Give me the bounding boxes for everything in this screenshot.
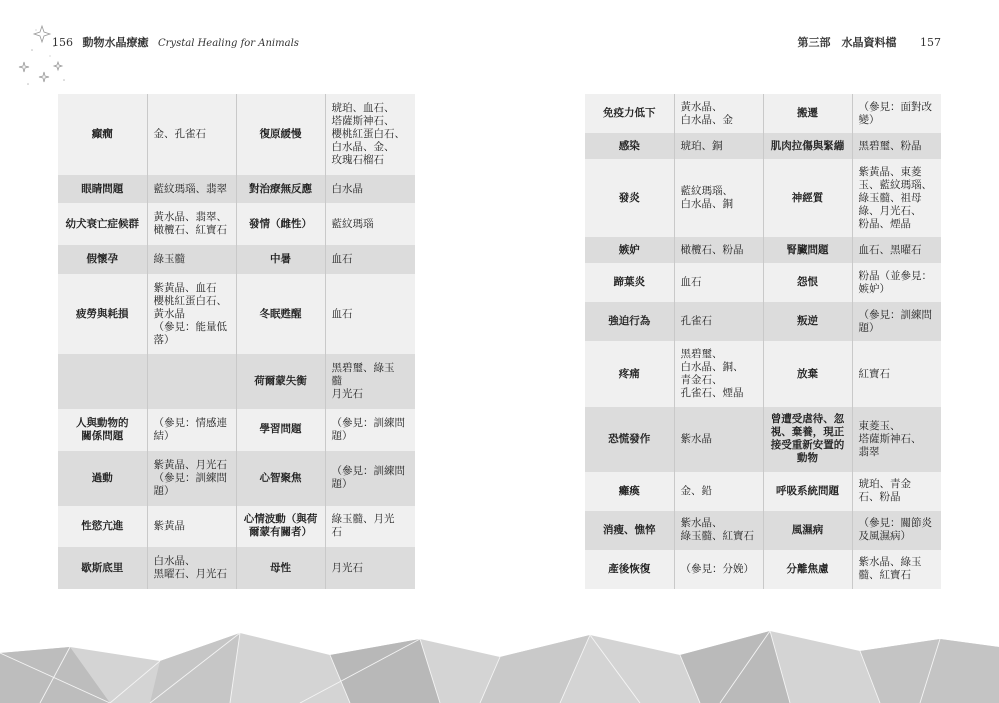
- condition-cell: 腎臟問題: [763, 237, 852, 263]
- condition-cell: 呼吸系統問題: [763, 472, 852, 511]
- table-row: [585, 94, 941, 133]
- condition-cell: [58, 354, 147, 409]
- condition-cell: 心智聚焦: [236, 451, 325, 506]
- condition-cell: 冬眠甦醒: [236, 274, 325, 355]
- condition-cell: 疼痛: [585, 341, 674, 406]
- crystal-cell: 血石、黑曜石: [852, 237, 941, 263]
- condition-cell: 神經質: [763, 159, 852, 237]
- crystal-cell: 紫黃晶、東菱 玉、藍紋瑪瑙、 綠玉髓、祖母 綠、月光石、 粉晶、煙晶: [852, 159, 941, 237]
- crystal-cell: （參見：訓練問 題）: [325, 451, 415, 506]
- condition-cell: 性慾亢進: [58, 506, 147, 548]
- condition-cell: 中暑: [236, 245, 325, 274]
- crystal-cell: （參見：關節炎 及風濕病）: [852, 511, 941, 550]
- crystal-cell: 月光石: [325, 547, 415, 589]
- condition-cell: 曾遭受虐待、忽 視、棄養，現正 接受重新安置的 動物: [763, 407, 852, 472]
- table-row: [58, 203, 415, 245]
- condition-cell: 風濕病: [763, 511, 852, 550]
- table-row: [58, 245, 415, 274]
- table-row: [58, 274, 415, 355]
- page-header-left: [52, 34, 299, 50]
- crystal-cell: 白水晶、 黑曜石、月光石: [147, 547, 236, 589]
- crystal-cell: （參見：面對改 變）: [852, 94, 941, 133]
- crystal-cell: 黑碧璽、粉晶: [852, 133, 941, 159]
- crystal-cell: 琥珀、青金 石、粉晶: [852, 472, 941, 511]
- crystal-cell: 藍紋瑪瑙: [325, 203, 415, 245]
- table-row: [585, 133, 941, 159]
- crystal-cell: 血石: [674, 263, 763, 302]
- table-row: [58, 451, 415, 506]
- condition-cell: 強迫行為: [585, 302, 674, 341]
- table-row: [58, 94, 415, 175]
- condition-cell: 過動: [58, 451, 147, 506]
- condition-cell: 產後恢復: [585, 550, 674, 589]
- condition-cell: 蹄葉炎: [585, 263, 674, 302]
- crystal-cell: 橄欖石、粉晶: [674, 237, 763, 263]
- condition-cell: 幼犬衰亡症候群: [58, 203, 147, 245]
- table-row: [58, 175, 415, 204]
- condition-cell: 肌肉拉傷與緊繃: [763, 133, 852, 159]
- condition-cell: 荷爾蒙失衡: [236, 354, 325, 409]
- condition-cell: 眼睛問題: [58, 175, 147, 204]
- crystal-cell: 黑碧璽、 白水晶、銅、 青金石、 孔雀石、煙晶: [674, 341, 763, 406]
- condition-cell: 發炎: [585, 159, 674, 237]
- condition-cell: 怨恨: [763, 263, 852, 302]
- crystal-cell: （參見：訓練問 題）: [325, 409, 415, 451]
- crystal-cell: 黃水晶、翡翠、 橄欖石、紅寶石: [147, 203, 236, 245]
- condition-cell: 感染: [585, 133, 674, 159]
- crystal-cell: 琥珀、銅: [674, 133, 763, 159]
- table-row: [585, 550, 941, 589]
- table-row: [585, 511, 941, 550]
- condition-cell: 復原緩慢: [236, 94, 325, 175]
- table-row: [585, 341, 941, 406]
- crystal-cell: 紫黃晶: [147, 506, 236, 548]
- crystal-cell: 紅寶石: [852, 341, 941, 406]
- crystal-cell: 綠玉髓: [147, 245, 236, 274]
- mountain-decoration: [0, 625, 999, 703]
- page-header-right: [792, 34, 942, 50]
- crystal-cell: 紫水晶、 綠玉髓、紅寶石: [674, 511, 763, 550]
- crystal-cell: 綠玉髓、月光 石: [325, 506, 415, 548]
- table-row: [585, 237, 941, 263]
- condition-cell: 心情波動（與荷 爾蒙有關者）: [236, 506, 325, 548]
- crystal-cell: 血石: [325, 274, 415, 355]
- crystal-cell: （參見：情感連 結）: [147, 409, 236, 451]
- condition-cell: 消瘦、憔悴: [585, 511, 674, 550]
- crystal-cell: 金、鉛: [674, 472, 763, 511]
- section-title: 第三部 水晶資料檔: [797, 36, 897, 49]
- table-row: [585, 159, 941, 237]
- table-row: [585, 263, 941, 302]
- crystal-cell: [147, 354, 236, 409]
- table-row: [58, 354, 415, 409]
- condition-cell: 叛逆: [763, 302, 852, 341]
- crystal-cell: 紫水晶: [674, 407, 763, 472]
- crystal-table-right: [585, 94, 941, 589]
- page-number-right: 157: [920, 36, 941, 49]
- condition-cell: 歇斯底里: [58, 547, 147, 589]
- page-number-left: 156: [52, 36, 73, 49]
- crystal-cell: （參見：訓練問 題）: [852, 302, 941, 341]
- condition-cell: 免疫力低下: [585, 94, 674, 133]
- crystal-cell: 東菱玉、 塔薩斯神石、 翡翠: [852, 407, 941, 472]
- condition-cell: 嫉妒: [585, 237, 674, 263]
- table-row: [585, 302, 941, 341]
- crystal-cell: 血石: [325, 245, 415, 274]
- table-row: [58, 547, 415, 589]
- condition-cell: 學習問題: [236, 409, 325, 451]
- condition-cell: 假懷孕: [58, 245, 147, 274]
- condition-cell: 放棄: [763, 341, 852, 406]
- crystal-cell: 粉晶（並參見： 嫉妒）: [852, 263, 941, 302]
- table-row: [58, 506, 415, 548]
- crystal-cell: 黑碧璽、綠玉 髓 月光石: [325, 354, 415, 409]
- condition-cell: 疲勞與耗損: [58, 274, 147, 355]
- crystal-cell: 藍紋瑪瑙、 白水晶、銅: [674, 159, 763, 237]
- crystal-cell: （參見：分娩）: [674, 550, 763, 589]
- crystal-cell: 紫水晶、綠玉 髓、紅寶石: [852, 550, 941, 589]
- condition-cell: 癲癇: [58, 94, 147, 175]
- table-row: [585, 407, 941, 472]
- crystal-cell: 孔雀石: [674, 302, 763, 341]
- crystal-table-left: [58, 94, 415, 589]
- condition-cell: 癱瘓: [585, 472, 674, 511]
- condition-cell: 母性: [236, 547, 325, 589]
- book-title-cn: 動物水晶療癒: [82, 36, 149, 49]
- book-title-en: Crystal Healing for Animals: [158, 38, 299, 49]
- crystal-cell: 紫黃晶、月光石 （參見：訓練問 題）: [147, 451, 236, 506]
- sparkle-decoration-icon: [14, 22, 74, 92]
- crystal-cell: 黃水晶、 白水晶、金: [674, 94, 763, 133]
- crystal-cell: 琥珀、血石、 塔薩斯神石、 櫻桃紅蛋白石、 白水晶、金、 玫瑰石榴石: [325, 94, 415, 175]
- condition-cell: 恐慌發作: [585, 407, 674, 472]
- crystal-cell: 金、孔雀石: [147, 94, 236, 175]
- condition-cell: 人與動物的 關係問題: [58, 409, 147, 451]
- table-row: [585, 472, 941, 511]
- condition-cell: 分離焦慮: [763, 550, 852, 589]
- crystal-cell: 紫黃晶、血石 櫻桃紅蛋白石、 黃水晶 （參見：能量低 落）: [147, 274, 236, 355]
- crystal-cell: 白水晶: [325, 175, 415, 204]
- condition-cell: 搬遷: [763, 94, 852, 133]
- condition-cell: 對治療無反應: [236, 175, 325, 204]
- condition-cell: 發情（雌性）: [236, 203, 325, 245]
- crystal-cell: 藍紋瑪瑙、翡翠: [147, 175, 236, 204]
- table-row: [58, 409, 415, 451]
